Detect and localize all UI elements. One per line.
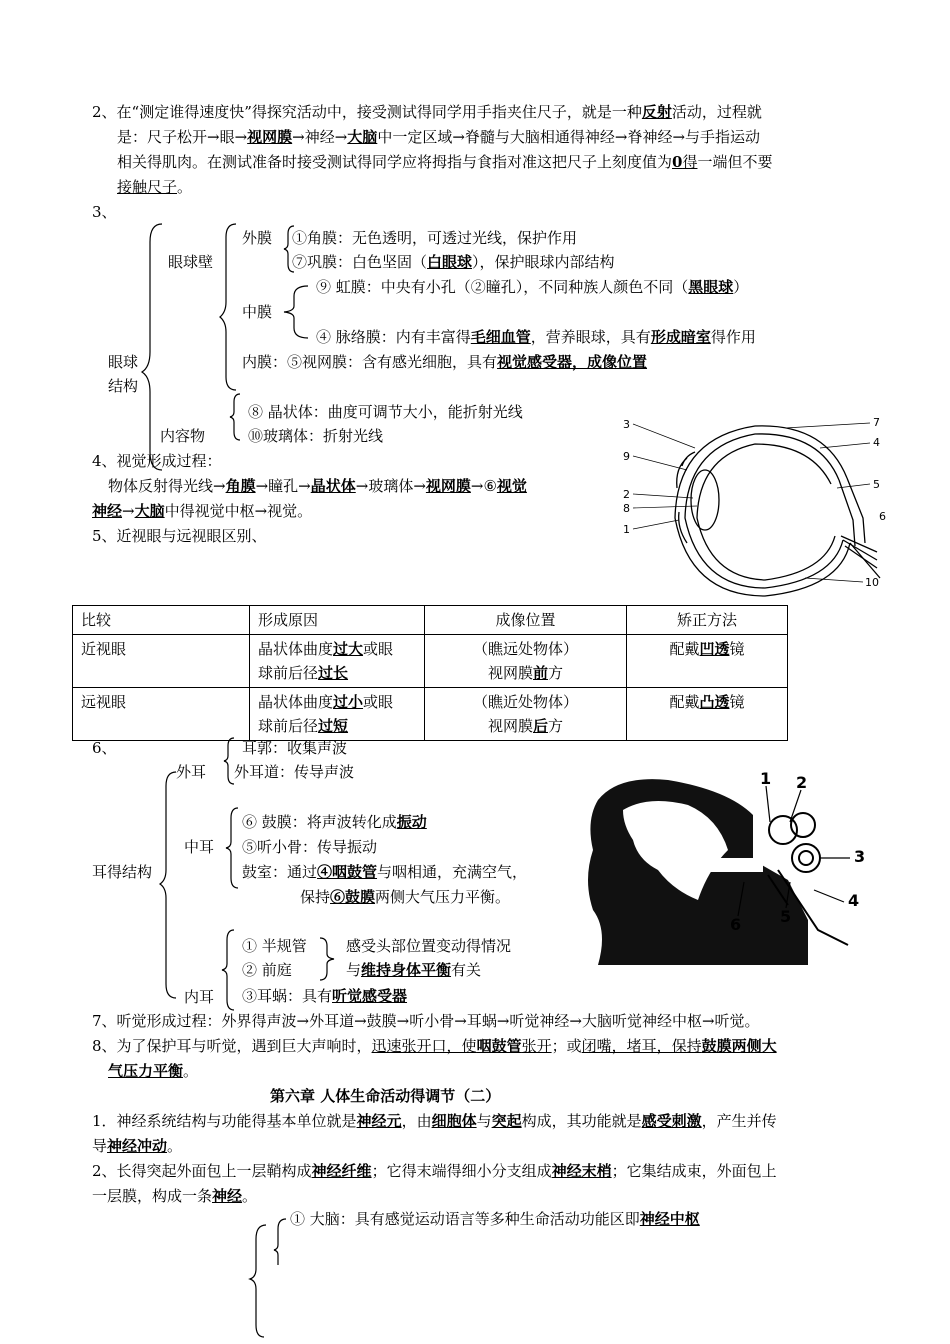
cornea: ①角膜：无色透明，可透过光线，保护作用 [292, 229, 578, 247]
outer-membrane: 外膜 [242, 229, 273, 247]
tympanic-cavity-2: 保持⑥鼓膜两侧大气压力平衡。 [300, 888, 511, 906]
brace-nervous [248, 1215, 288, 1340]
big-brace-ear [158, 770, 180, 1000]
eye-root-1: 眼球 [108, 353, 139, 371]
eye-label-3: 3 [623, 418, 630, 431]
eye-label-9: 9 [623, 450, 630, 463]
middle-ear: 中耳 [184, 838, 215, 856]
ear-canal: 外耳道：传导声波 [234, 763, 355, 781]
s8-line1: 8、为了保护耳与听觉，遇到巨大声响时，迅速张开口，使咽鼓管张开；或闭嘴，堵耳，保持鼓膜两侧大 [92, 1037, 777, 1055]
sense-balance: 与维持身体平衡有关 [346, 961, 482, 979]
eye-wall: 眼球壁 [168, 253, 214, 271]
outer-ear: 外耳 [176, 763, 207, 781]
lens: ⑧ 晶状体：曲度可调节大小，能折射光线 [248, 403, 523, 421]
middle-membrane: 中膜 [242, 303, 273, 321]
brace-middle-ear [224, 806, 240, 890]
ear-diagram [578, 770, 868, 965]
s5-title: 5、近视眼与远视眼区别、 [92, 527, 267, 545]
s7: 7、听觉形成过程：外界得声波→外耳道→鼓膜→听小骨→耳蜗→听觉神经→大脑听觉神经中枢→听觉。 [92, 1012, 760, 1030]
s2-line4: 接触尺子。 [117, 178, 193, 196]
answer-reflex: 反射 [641, 103, 672, 121]
eardrum: ⑥ 鼓膜：将声波转化成振动 [242, 813, 427, 831]
myopia-hyperopia-table [72, 605, 788, 741]
s6-number: 6、 [92, 739, 117, 757]
s4-title: 4、视觉形成过程： [92, 452, 222, 470]
eye-diagram [615, 408, 890, 608]
eye-label-5: 5 [873, 478, 880, 491]
eye-label-6: 6 [879, 510, 886, 523]
s4-line2: 神经→大脑中得视觉中枢→视觉。 [92, 502, 313, 520]
sense-position: 感受头部位置变动得情况 [346, 937, 512, 955]
ossicles: ⑤听小骨：传导振动 [242, 838, 378, 856]
table-row: 远视眼 晶状体曲度过小或眼 球前后径过短 （瞧近处物体） 视网膜后方 配戴凸透镜 [73, 688, 788, 741]
c1-line1: 1．神经系统结构与功能得基本单位就是神经元，由细胞体与突起构成，其功能就是感受刺激，产生并传 [92, 1112, 777, 1130]
pinna: 耳郭：收集声波 [242, 739, 348, 757]
ear-label-6: 6 [730, 915, 742, 934]
semicircular-canals: ① 半规管 [242, 937, 307, 955]
cochlea: ③耳蜗：具有听觉感受器 [242, 987, 408, 1005]
eye-root-2: 结构 [108, 377, 139, 395]
table-row: 近视眼 晶状体曲度过大或眼 球前后径过长 （瞧远处物体） 视网膜前方 配戴凹透镜 [73, 635, 788, 688]
ear-label-1: 1 [760, 770, 772, 788]
eye-label-8: 8 [623, 502, 630, 515]
brace-contents [228, 392, 242, 442]
s8-line2: 气压力平衡。 [108, 1062, 199, 1080]
ear-root: 耳得结构 [92, 863, 153, 881]
brace-wall [218, 222, 240, 392]
sclera: ⑦巩膜：白色坚固（白眼球），保护眼球内部结构 [292, 253, 615, 271]
eye-label-1: 1 [623, 523, 630, 536]
table-header-row: 比较 形成原因 成像位置 矫正方法 [73, 606, 788, 635]
eye-label-10: 10 [865, 576, 879, 589]
c2-line2: 一层膜，构成一条神经。 [92, 1187, 258, 1205]
ear-label-2: 2 [796, 773, 808, 792]
brace-middle [282, 282, 310, 342]
tympanic-cavity: 鼓室：通过④咽鼓管与咽相通，充满空气， [242, 863, 528, 881]
c2-line1: 2、长得突起外面包上一层鞘构成神经纤维；它得末端得细小分支组成神经末梢；它集结成束，外面包上 [92, 1162, 777, 1180]
c1-line2: 导神经冲动。 [92, 1137, 183, 1155]
brace-inner-ear [220, 928, 236, 1012]
ear-label-3: 3 [854, 847, 866, 866]
s2-line3: 相关得肌肉。在测试准备时接受测试得同学应将拇指与食指对准这把尺子上刻度值为0得一端但不要 [117, 153, 773, 171]
iris: ⑨ 虹膜：中央有小孔（②瞳孔），不同种族人颜色不同（黑眼球） [316, 278, 749, 296]
eye-label-4: 4 [873, 436, 880, 449]
c3-brain: ① 大脑：具有感觉运动语言等多种生命活动功能区即神经中枢 [290, 1210, 700, 1228]
eye-contents: 内容物 [160, 427, 206, 445]
s2-line2: 是：尺子松开→眼→视网膜→神经→大脑中一定区域→脊髓与大脑相通得神经→脊神经→与手指运动 [117, 128, 761, 146]
s4-line1: 物体反射得光线→角膜→瞳孔→晶状体→玻璃体→视网膜→⑥视觉 [108, 477, 527, 495]
eye-label-7: 7 [873, 416, 880, 429]
vestibule: ② 前庭 [242, 961, 292, 979]
eye-label-2: 2 [623, 488, 630, 501]
ear-label-5: 5 [780, 907, 792, 926]
s2-line1: 2、在“测定谁得速度快”得探究活动中，接受测试得同学用手指夹住尺子，就是一种反射活动，过程就 [92, 103, 762, 121]
choroid: ④ 脉络膜：内有丰富得毛细血管，营养眼球，具有形成暗室得作用 [316, 328, 756, 346]
inner-ear: 内耳 [184, 988, 215, 1006]
inner-membrane: 内膜：⑤视网膜：含有感光细胞，具有视觉感受器，成像位置 [242, 353, 648, 371]
chapter-title: 第六章 人体生命活动得调节（二） [270, 1087, 501, 1105]
ear-label-4: 4 [848, 891, 860, 910]
s3-number: 3、 [92, 203, 117, 221]
vitreous: ⑩玻璃体：折射光线 [248, 427, 384, 445]
brace-sense [318, 936, 336, 982]
